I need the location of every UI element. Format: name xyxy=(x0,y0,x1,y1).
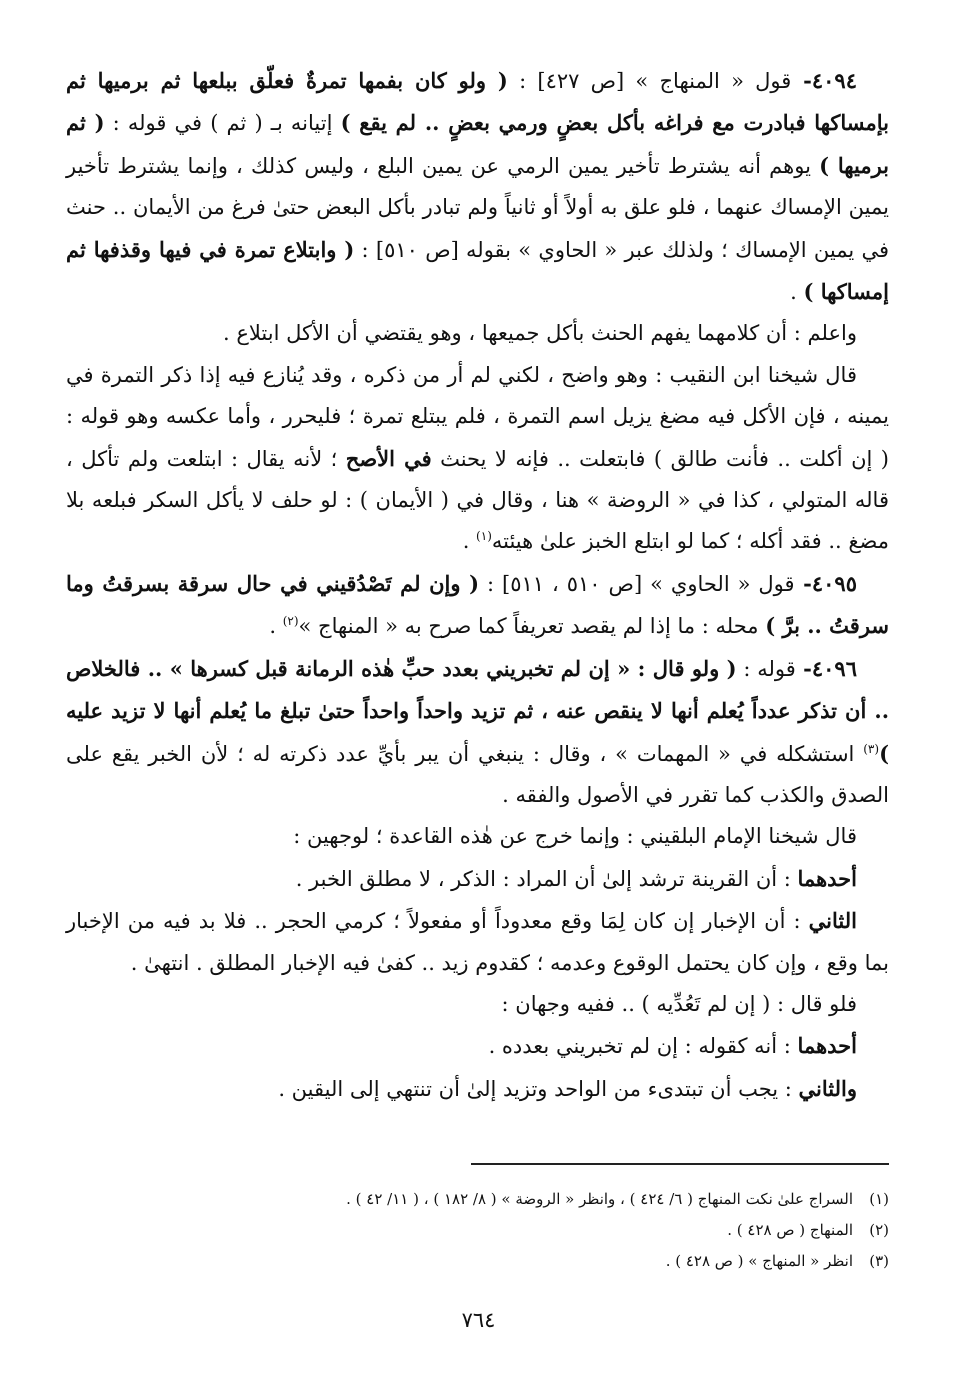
paragraph-p-bulqini xyxy=(66,816,889,857)
paragraph-p-ahaduhuma2 xyxy=(66,1025,889,1067)
paragraph-p-naqib xyxy=(66,355,889,563)
paragraph-p4096 xyxy=(66,648,889,817)
bold-text: ٤٠٩٥- xyxy=(794,570,857,596)
text-run: استشكله في « المهمات » ، وقال : ينبغي أن يبر بأيِّ عدد ذكرته له ؛ لأن الخبر يقع على الصدق والكذب كما تقرر في الأصول والفقه . xyxy=(66,741,889,807)
text-run: فلو قال : ( إن لم تَعُدِّيه ) .. ففيه وجهان : xyxy=(501,991,857,1016)
footnote-ref: (١) xyxy=(476,529,492,544)
text-run: قوله : xyxy=(736,656,796,681)
main-text xyxy=(66,60,889,1110)
footnotes xyxy=(66,1184,889,1277)
bold-text: ( وإن لم تَصْدُقيني في حال سرقة بسرقتُ وما سرقتُ .. برَّ ) xyxy=(66,570,889,639)
text-run: . xyxy=(269,614,283,639)
footnote-number: (٣) xyxy=(869,1252,889,1270)
footnote-number: (١) xyxy=(869,1190,889,1208)
paragraph-p4095 xyxy=(66,563,889,648)
paragraph-p-ilm xyxy=(66,313,889,354)
text-run: : يجب أن تبتدىء من الواحد وتزيد إلىٰ أن تنتهي إلى اليقين . xyxy=(278,1076,799,1101)
footnote-separator xyxy=(471,1163,889,1165)
footnote xyxy=(66,1215,889,1246)
footnote xyxy=(66,1184,889,1215)
text-run: قال شيخنا الإمام البلقيني : وإنما خرج عن هٰذه القاعدة ؛ لوجهين : xyxy=(293,824,857,849)
text-run: : أن القرينة ترشد إلىٰ أن المراد : الذكر ، لا مطلق الخبر . xyxy=(295,866,798,891)
page-number: ٧٦٤ xyxy=(461,1308,496,1332)
text-run: : أنه كقوله : إن لم تخبريني بعدده . xyxy=(488,1034,798,1059)
bold-text: والثاني xyxy=(798,1075,857,1101)
footnote-text: انظر « المنهاج » ( ص ٤٢٨ ) . xyxy=(665,1252,853,1270)
text-run: : أن الإخبار إن كان لِمَا وقع معدوداً أو مفعولاً ؛ كرمي الحجر .. فلا بد فيه من الإخبار بما وقع ، وإن كان يحتمل الوقوع وعدمه ؛ كقدوم زيد .. كفىٰ فيه الإخبار المطلق . انتهىٰ . xyxy=(66,909,889,975)
bold-text: ( ولو قال : « إن لم تخبريني بعدد حبِّ هٰذه الرمانة قبل كسرها » .. فالخلاص .. أن تذكر عدداً يُعلم أنها لا ينقص عنه ، ثم تزيد واحداً واحداً حتىٰ تبلغ ما يُعلم أنها لا تزيد عليه ) xyxy=(66,655,889,766)
footnote-text: المنهاج ( ص ٤٢٨ ) . xyxy=(727,1221,853,1239)
paragraph-p-thani2 xyxy=(66,1068,889,1110)
bold-text: ٤٠٩٤- xyxy=(791,68,857,93)
paragraph-p4094 xyxy=(66,60,889,313)
text-run: واعلم : أن كلامهما يفهم الحنث بأكل جميعها ، وهو يقتضي أن الأكل ابتلاع . xyxy=(223,321,857,346)
text-run: قال شيخنا ابن النقيب : وهو واضح ، لكني لم أر من ذكره ، وقد يُنازع فيه إذا ذكر التمرة في يمينه ، فإن الأكل فيه مضغ يزيل اسم التمرة ، فلم يبتلع تمرة ؛ فليحرر ، وأما عكسه وهو قوله : ( إن أكلت .. فأنت طالق ) فابتعلت .. فإنه لا يحنث xyxy=(66,362,889,471)
bold-text: في الأصح xyxy=(345,445,432,471)
bold-text: ٤٠٩٦- xyxy=(795,655,857,681)
paragraph-p-falaw xyxy=(66,984,889,1025)
footnote xyxy=(66,1246,889,1277)
bold-text: أحدهما xyxy=(797,865,857,891)
bold-text: ( ولو كان بفمها تمرةٌ فعلّق ببلعها ثم برميها ثم بإمساكها فبادرت مع فراغه بأكل بعضٍ ورمي بعضٍ .. لم يقع ) xyxy=(66,68,889,136)
text-run: إتيانه بـ ( ثم ) في قوله : xyxy=(104,111,341,136)
bold-text: أحدهما xyxy=(797,1033,857,1059)
text-run: ؛ لأنه يقال : ابتلعت ولم تأكل ، قاله المتولي ، كذا في « الروضة » هنا ، وقال في ( الأيمان ) : لو حلف لا يأكل السكر فبلعه بلا مضغ .. فقد أكله ؛ كما لو ابتلع الخبز علىٰ هيئته xyxy=(66,446,889,554)
footnote-number: (٢) xyxy=(869,1221,889,1239)
text-run: قول « الحاوي » [ص ٥١٠ ، ٥١١] : xyxy=(479,571,795,596)
text-run: . xyxy=(790,280,804,305)
text-run: محله : ما إذا لم يقصد تعريفاً كما صرح به « المنهاج » xyxy=(298,614,766,639)
text-run: قول « المنهاج » [ص ٤٢٧] : xyxy=(507,69,792,93)
paragraph-p-ahaduhuma1 xyxy=(66,858,889,900)
bold-text: ( ثم برميها ) xyxy=(66,110,890,178)
footnote-ref: (٢) xyxy=(282,614,299,629)
bold-text: الثاني xyxy=(808,908,857,934)
text-run: يوهم أنه يشترط تأخير يمين الرمي عن يمين البلع ، وليس كذلك ، وإنما يشترط تأخير يمين الإمساك عنهما ، فلو علق به أولاً أو ثانياً ولم تبادر بأكل البعض حتىٰ فرغ من الأيمان .. حنث في يمين الإمساك ؛ ولذلك عبر « الحاوي » بقوله [ص ٥١٠] : xyxy=(66,153,890,262)
text-run: . xyxy=(462,529,477,554)
paragraph-p-thani1 xyxy=(66,900,889,984)
footnote-text: السراج علىٰ نكت المنهاج ( ٦/ ٤٢٤ ) ، وانظر « الروضة » ( ٨/ ١٨٢ ) ، ( ١١/ ٤٢ ) . xyxy=(346,1190,853,1208)
footnote-ref: (٣) xyxy=(863,741,880,756)
bold-text: ( وابتلاع تمرة في فيها وقذفها ثم إمساكها ) xyxy=(66,236,889,305)
